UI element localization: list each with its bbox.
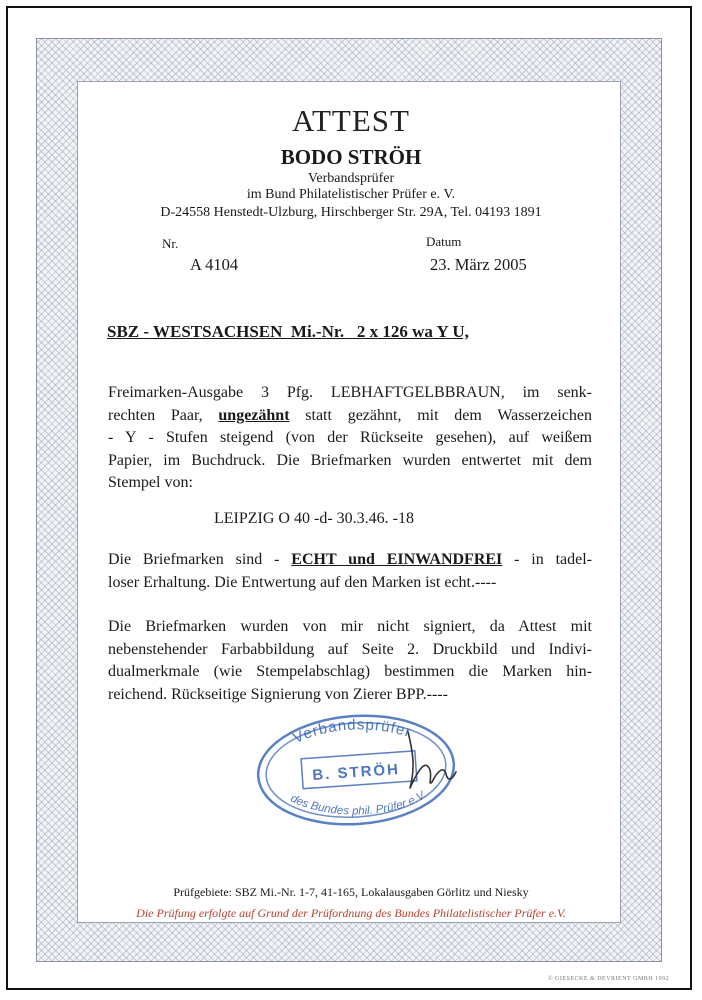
examination-regulation: Die Prüfung erfolgte auf Grund der Prüfordnung des Bundes Philatelistischer Prüfer e.V. (136, 906, 566, 920)
description-line (108, 405, 592, 428)
description-line: - Y - Stufen steigend (von der Rückseite gesehen), auf weißem (108, 429, 592, 446)
datum-label: Datum (426, 234, 462, 249)
cancellation-text: LEIPZIG O 40 -d- 30.3.46. -18 (214, 510, 414, 527)
genuine-paragraph (108, 549, 592, 594)
examiner-address: D-24558 Henstedt-Ulzburg, Hirschberger Str. 29A, Tel. 04193 1891 (160, 205, 542, 220)
nr-label: Nr. (162, 236, 179, 251)
emphasis-imperforate: ungezähnt (218, 406, 290, 424)
text-run: Die Briefmarken sind - (108, 551, 292, 568)
genuine-line (108, 549, 592, 572)
description-line: Freimarken-Ausgabe 3 Pfg. LEBHAFTGELBBRAUN, im senk- (108, 384, 592, 401)
signature-note-line: dualmerkmale (wie Stempelabschlag) bestimmen die Marken hin- (108, 663, 592, 680)
stamp-top-text: Verbandsprüfer (290, 716, 414, 747)
description-paragraph (108, 382, 592, 495)
signature-note-line: reichend. Rückseitige Signierung von Zierer BPP.---- (108, 685, 448, 703)
printer-imprint: © GIESECKE & DEVRIENT GMBH 1992 (548, 976, 670, 982)
svg-text:Verbandsprüfer (290, 716, 413, 747)
examiner-name: BODO STRÖH (280, 145, 422, 169)
emphasis-genuine: ECHT und EINWANDFREI (291, 551, 503, 568)
signature-paragraph (108, 616, 592, 706)
text-run: rechten Paar, (108, 406, 219, 424)
description-line: Stempel von: (108, 474, 193, 491)
examiner-role: Verbandsprüfer (307, 171, 395, 186)
description-line: Papier, im Buchdruck. Die Briefmarken wurden entwertet mit dem (108, 451, 592, 469)
certificate-number: A 4104 (190, 255, 239, 274)
signature-note-line: nebenstehender Farbabbildung auf Seite 2. Druckbild und Indivi- (108, 640, 592, 658)
stamp-center-text: B. STRÖH (311, 760, 401, 785)
document-title: ATTEST (292, 103, 410, 138)
examiner-organization: im Bund Philatelistischer Prüfer e. V. (246, 187, 456, 202)
signature-note-line: Die Briefmarken wurden von mir nicht signiert, da Attest mit (108, 618, 592, 635)
text-run: statt gezähnt, mit dem Wasserzeichen (289, 406, 592, 424)
certificate-date: 23. März 2005 (430, 255, 527, 274)
genuine-line: loser Erhaltung. Die Entwertung auf den Marken ist echt.---- (108, 573, 497, 591)
text-run: - in tadel- (502, 551, 592, 568)
certificate-subject: SBZ - WESTSACHSEN Mi.-Nr. 2 x 126 wa Y U, (107, 322, 469, 341)
examination-areas: Prüfgebiete: SBZ Mi.-Nr. 1-7, 41-165, Lokalausgaben Görlitz und Niesky (173, 885, 529, 899)
examiner-stamp (240, 704, 470, 834)
stamp-bottom-text: des Bundes phil. Prüfer e.V. (288, 788, 430, 818)
